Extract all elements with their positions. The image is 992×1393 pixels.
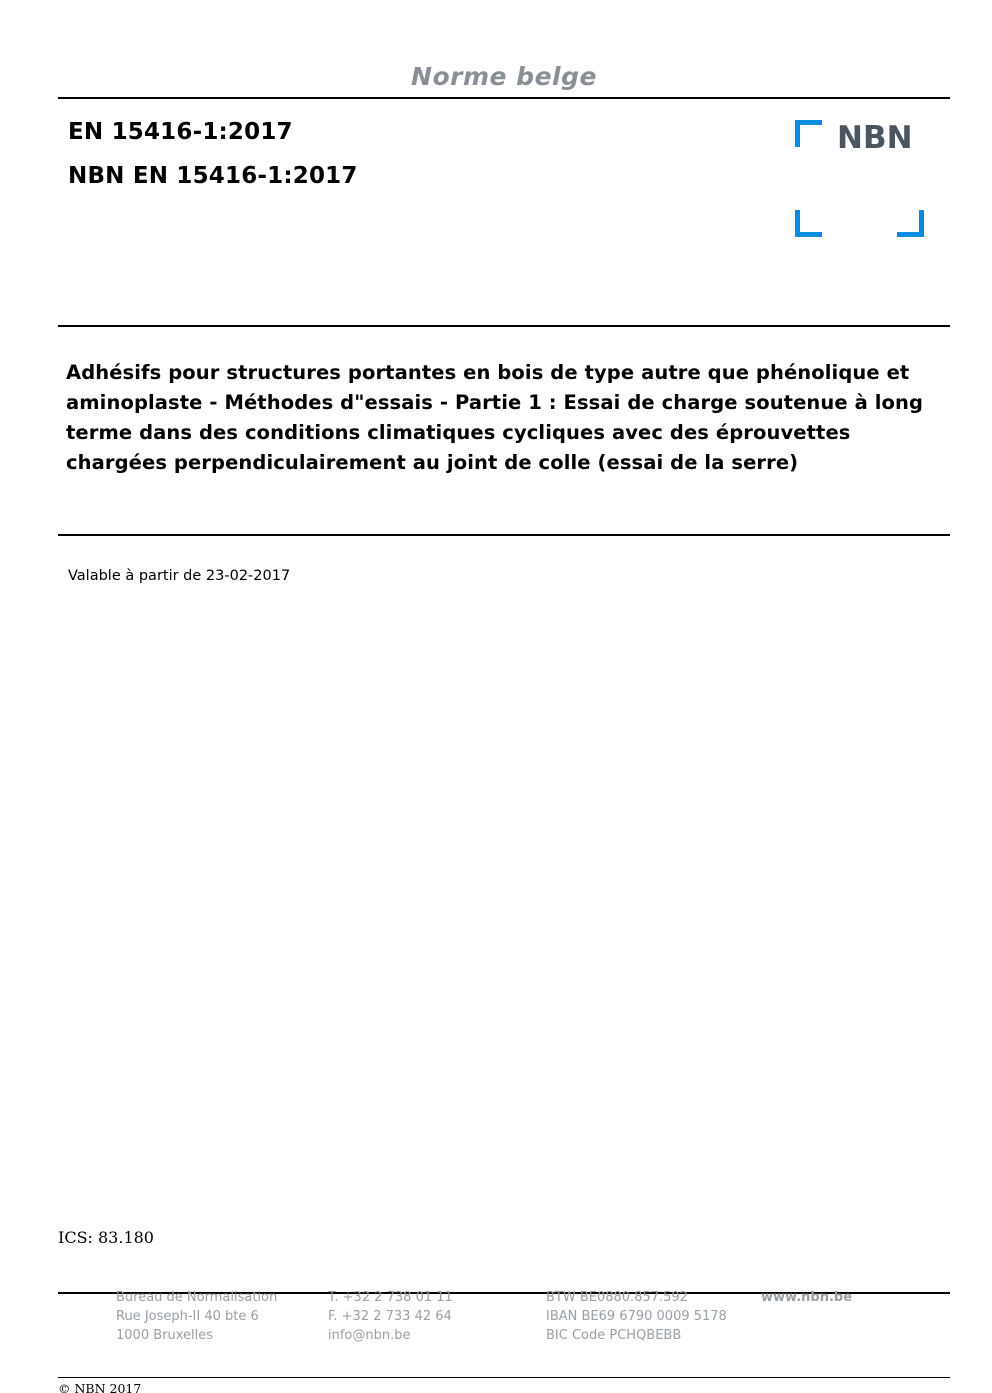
- divider-copyright-top: [58, 1377, 950, 1378]
- copyright-notice: © NBN 2017: [58, 1381, 142, 1393]
- footer-fax: F. +32 2 733 42 64: [328, 1309, 452, 1324]
- page-banner-title: Norme belge: [411, 62, 597, 91]
- divider-title-bottom: [58, 534, 950, 536]
- validity-date: Valable à partir de 23-02-2017: [68, 568, 291, 584]
- footer-vat-number: BTW BE0880.857.592: [546, 1290, 688, 1305]
- footer-bic: BIC Code PCHQBEBB: [546, 1328, 682, 1343]
- footer-email[interactable]: info@nbn.be: [328, 1328, 411, 1343]
- logo-corner-top-left-icon: [795, 120, 822, 147]
- footer-website-column: [761, 1288, 936, 1345]
- footer-address-line-1: Bureau de Normalisation: [116, 1290, 278, 1305]
- divider-top: [58, 97, 950, 99]
- footer-phone: T. +32 2 738 01 11: [328, 1290, 453, 1305]
- nbn-logo: [795, 118, 925, 248]
- footer-contact-column: [328, 1288, 546, 1345]
- logo-corner-bottom-left-icon: [795, 210, 822, 237]
- footer-iban: IBAN BE69 6790 0009 5178: [546, 1309, 727, 1324]
- footer-address-column: [116, 1288, 328, 1345]
- footer-address-line-3: 1000 Bruxelles: [116, 1328, 214, 1343]
- ics-code: ICS: 83.180: [58, 1228, 154, 1247]
- reference-nbn-number: NBN EN 15416-1:2017: [68, 163, 358, 189]
- footer-bank-column: [546, 1288, 761, 1345]
- footer-address-line-2: Rue Joseph-II 40 bte 6: [116, 1309, 259, 1324]
- logo-corner-bottom-right-icon: [897, 210, 924, 237]
- document-title: Adhésifs pour structures portantes en bois de type autre que phénolique et aminoplaste - Méthodes d"essais - Partie 1 : Essai de charge soutenue à long terme dans des conditions climatiques cycliques avec des éprouvettes chargées perpendiculairement au joint de colle (essai de la serre): [66, 361, 924, 474]
- reference-en-number: EN 15416-1:2017: [68, 119, 293, 145]
- divider-reference-bottom: [58, 325, 950, 327]
- footer-contact-block: [116, 1288, 936, 1345]
- logo-text: NBN: [837, 120, 913, 156]
- standard-reference-block: [68, 110, 358, 198]
- footer-website-link[interactable]: www.nbn.be: [761, 1290, 853, 1305]
